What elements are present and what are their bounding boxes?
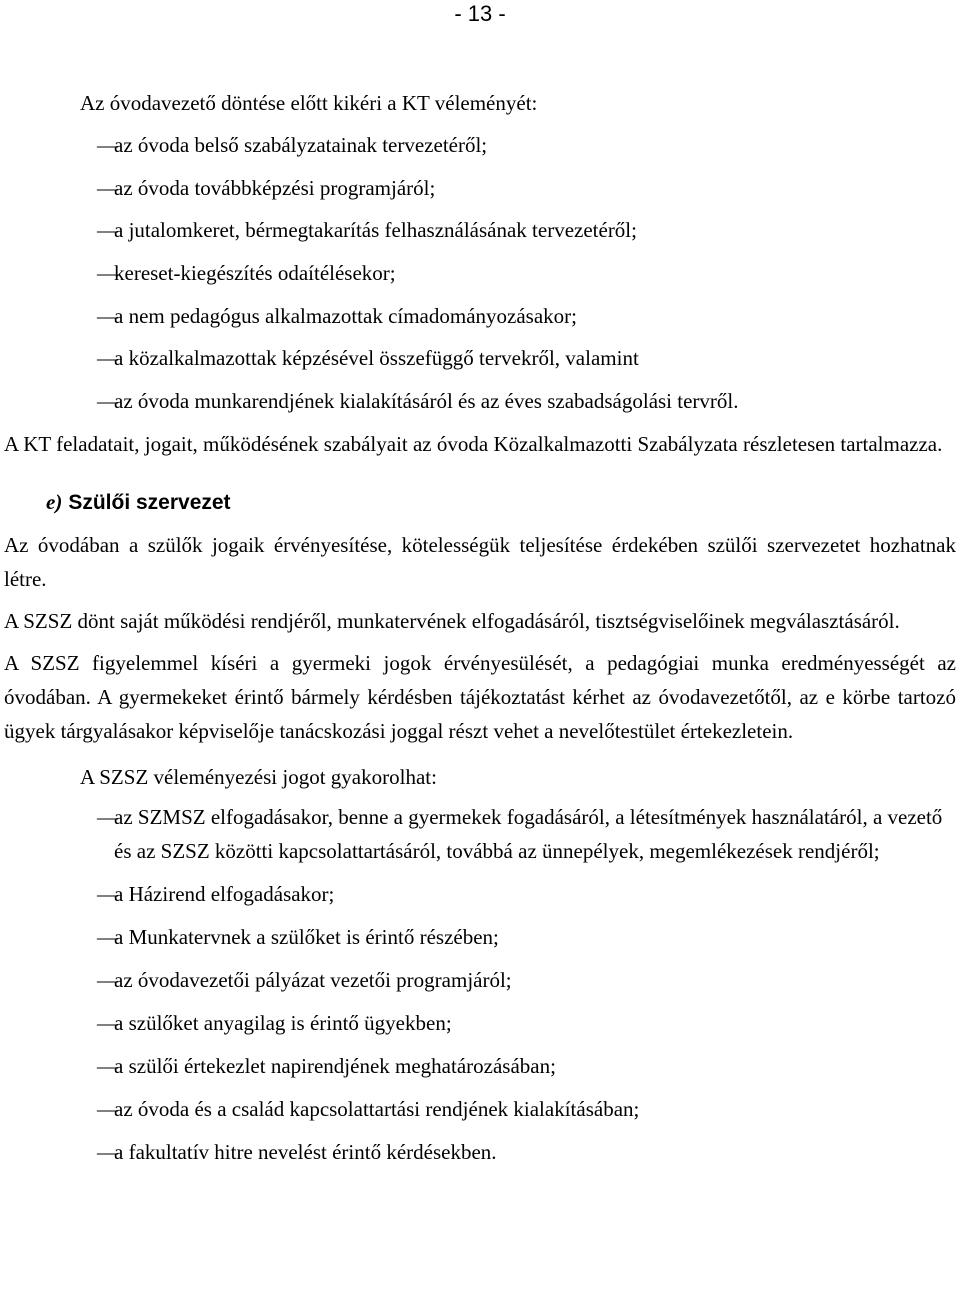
list-item: — a szülői értekezlet napirendjének meghatározásában; — [4, 1049, 956, 1083]
list-item: — a fakultatív hitre nevelést érintő kérdésekben. — [4, 1135, 956, 1169]
page-number: - 13 - — [454, 1, 506, 26]
list-item: — a nem pedagógus alkalmazottak címadományozásakor; — [4, 299, 956, 333]
section-title: Szülői szervezet — [68, 490, 231, 514]
list-item: — az óvoda belső szabályzatainak tervezetéről; — [4, 128, 956, 162]
paragraph: A SZSZ figyelemmel kíséri a gyermeki jogok érvényesülését, a pedagógiai munka eredményességét az óvodában. A gyermekeket érintő bármely kérdésben tájékoztatást kérhet az óvodavezetőtől, az e körbe tartozó ügyek tárgyalásakor képviselője tanácskozási joggal részt vehet a nevelőtestület értekezletein. — [4, 650, 956, 743]
kt-intro: Az óvodavezető döntése előtt kikéri a KT véleményét: — [80, 91, 538, 115]
list-item: — a Munkatervnek a szülőket is érintő részében; — [4, 920, 956, 954]
kt-opinion-list — [4, 128, 956, 418]
list-item: — az óvoda és a család kapcsolattartási rendjének kialakításában; — [4, 1092, 956, 1126]
list-item: — kereset-kiegészítés odaítélésekor; — [4, 256, 956, 290]
list-item: — az óvodavezetői pályázat vezetői programjáról; — [4, 963, 956, 997]
list-item: — a Házirend elfogadásakor; — [4, 877, 956, 911]
kt-closing-paragraph: A KT feladatait, jogait, működésének szabályait az óvoda Közalkalmazotti Szabályzata részletesen tartalmazza. — [4, 431, 943, 456]
szsz-opinion-list — [4, 800, 956, 1169]
document-body — [4, 86, 956, 1178]
paragraph: Az óvodában a szülők jogaik érvényesítése, kötelességük teljesítése érdekében szülői szervezetet hozhatnak létre. — [4, 532, 956, 591]
list-item: — az óvoda továbbképzési programjáról; — [4, 171, 956, 205]
list-item: — a közalkalmazottak képzésével összefüggő tervekről, valamint — [4, 341, 956, 375]
paragraph: A SZSZ dönt saját működési rendjéről, munkatervének elfogadásáról, tisztségviselőinek megválasztásáról. — [4, 608, 900, 633]
list-item: — az SZMSZ elfogadásakor, benne a gyermekek fogadásáról, a létesítmények használatáról, a vezető és az SZSZ közötti kapcsolattartásáról, továbbá az ünnepélyek, megemlékezések rendjéről; — [4, 800, 956, 868]
list-item: — az óvoda munkarendjének kialakításáról és az éves szabadságolási tervről. — [4, 384, 956, 418]
section-heading — [46, 485, 956, 520]
list-item: — a jutalomkeret, bérmegtakarítás felhasználásának tervezetéről; — [4, 213, 956, 247]
szsz-sub-intro: A SZSZ véleményezési jogot gyakorolhat: — [80, 764, 437, 789]
list-item: — a szülőket anyagilag is érintő ügyekben; — [4, 1006, 956, 1040]
section-letter: e) — [46, 489, 63, 514]
